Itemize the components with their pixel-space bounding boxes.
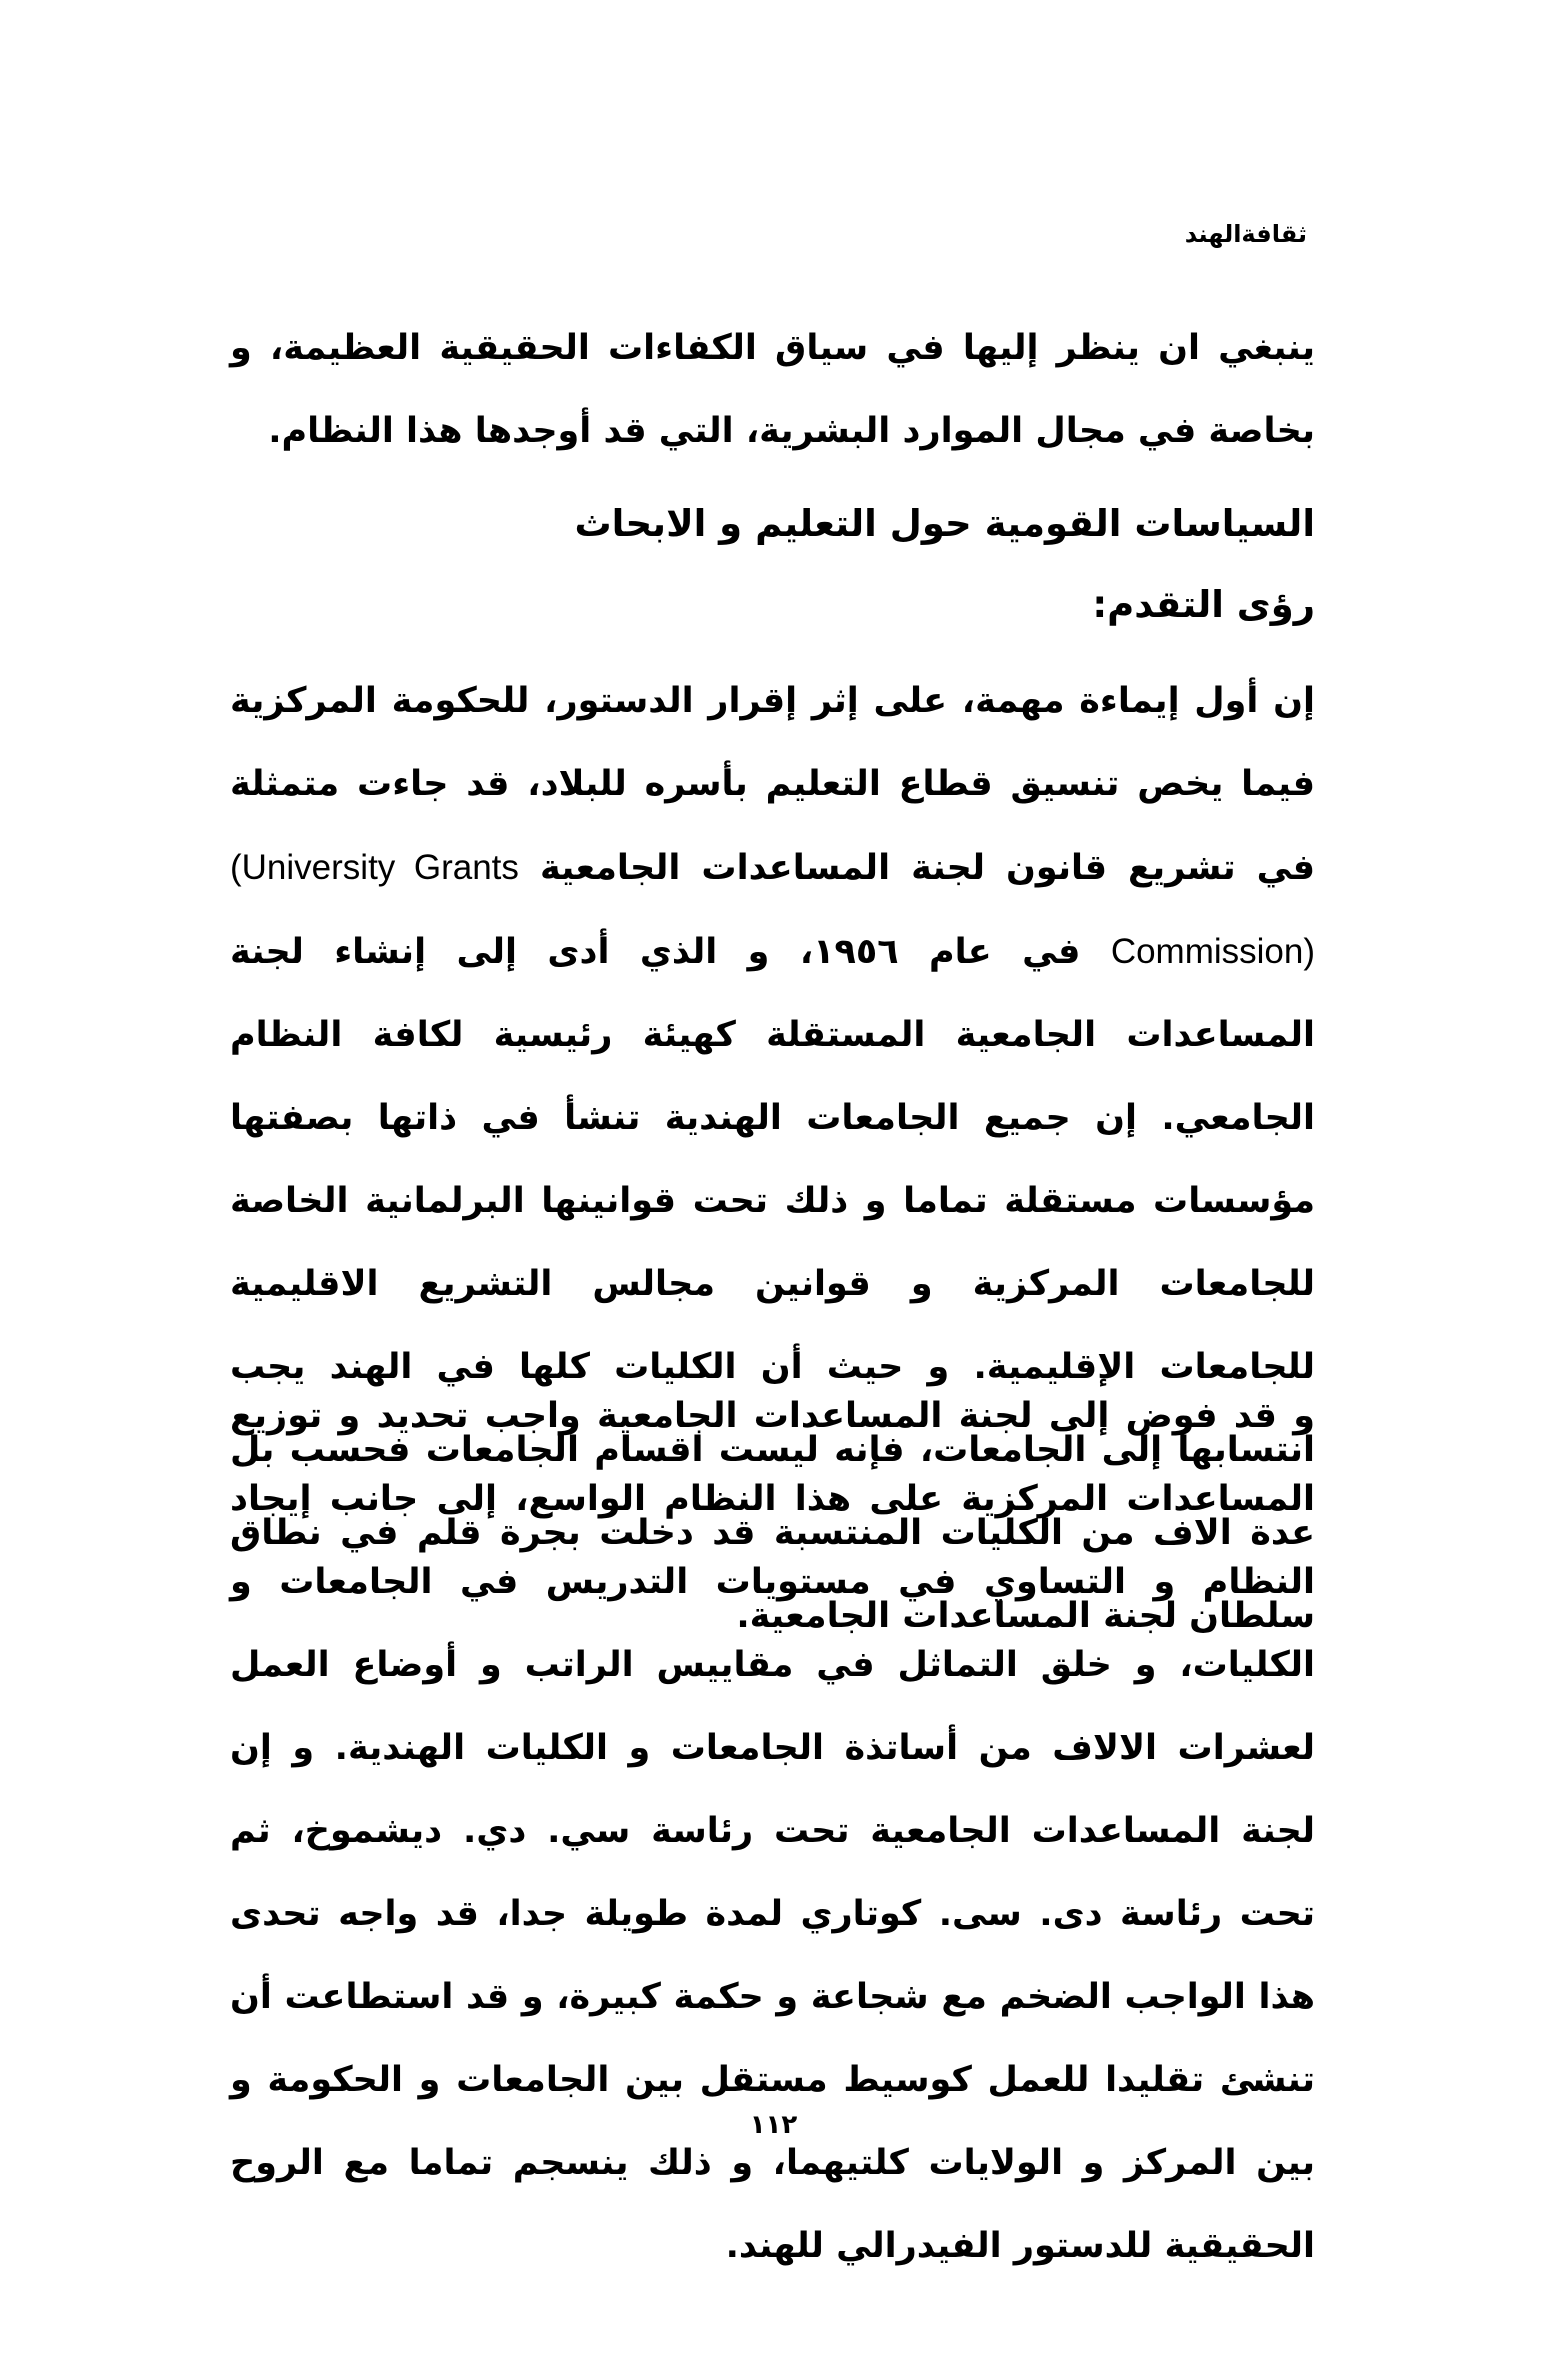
subheading: رؤى التقدم: [1092, 583, 1315, 626]
page-number: ١١٢ [749, 2110, 798, 2140]
intro-paragraph [230, 307, 1315, 473]
paragraph1-part1: إن أول إيماءة مهمة، على إثر إقرار الدستور، للحكومة المركزية فيما يخص تنسيق قطاع التعليم بأسره للبلاد، قد جاءت متمثلة في تشريع قانون لجنة المساعدات الجامعية [230, 681, 1315, 888]
paragraph2-text: و قد فوض إلى لجنة المساعدات الجامعية واجب تحديد و توزيع المساعدات المركزية على هذا النظام الواسع، إلى جانب إيجاد النظام و التساوي في مستويات التدريس في الجامعات و الكليات، و خلق التماثل في مقاييس الراتب و أوضاع العمل لعشرات الالاف من أساتذة الجامعات و الكليات الهندية. و إن لجنة المساعدات الجامعية تحت رئاسة سي. دي. ديشموخ، ثم تحت رئاسة دى. سى. كوتاري لمدة طويلة جدا، قد واجه تحدى هذا الواجب الضخم مع شجاعة و حكمة كبيرة، و قد استطاعت أن تنشئ تقليدا للعمل كوسيط مستقل بين الجامعات و الحكومة و بين المركز و الولايات كلتيهما، و ذلك ينسجم تماما مع الروح الحقيقية للدستور الفيدرالي للهند. [230, 1396, 1315, 2266]
section-heading: السياسات القومية حول التعليم و الابحاث [574, 502, 1315, 545]
english-term: (University Grants Commission) [230, 848, 1316, 971]
paragraph1-part2: في عام ١٩٥٦، و الذي أدى إلى إنشاء لجنة المساعدات الجامعية المستقلة كهيئة رئيسية لكافة النظام الجامعي. إن جميع الجامعات الهندية تنشأ في ذاتها بصفتها مؤسسات مستقلة تماما و ذلك تحت قوانينها البرلمانية الخاصة للجامعات المركزية و قوانين مجالس التشريع الاقليمية للجامعات الإقليمية. و حيث أن الكليات كلها في الهند يجب انتسابها إلى الجامعات، فإنه ليست اقسام الجامعات فحسب بل عدة الاف من الكليات المنتسبة قد دخلت بجرة قلم في نطاق سلطان لجنة المساعدات الجامعية. [230, 932, 1315, 1636]
running-header: ثقافةالهند [1184, 220, 1307, 248]
body-paragraph-2 [230, 1375, 1315, 2288]
intro-text: ينبغي ان ينظر إليها في سياق الكفاءات الحقيقية العظيمة، و بخاصة في مجال الموارد البشرية، التي قد أوجدها هذا النظام. [230, 328, 1315, 451]
